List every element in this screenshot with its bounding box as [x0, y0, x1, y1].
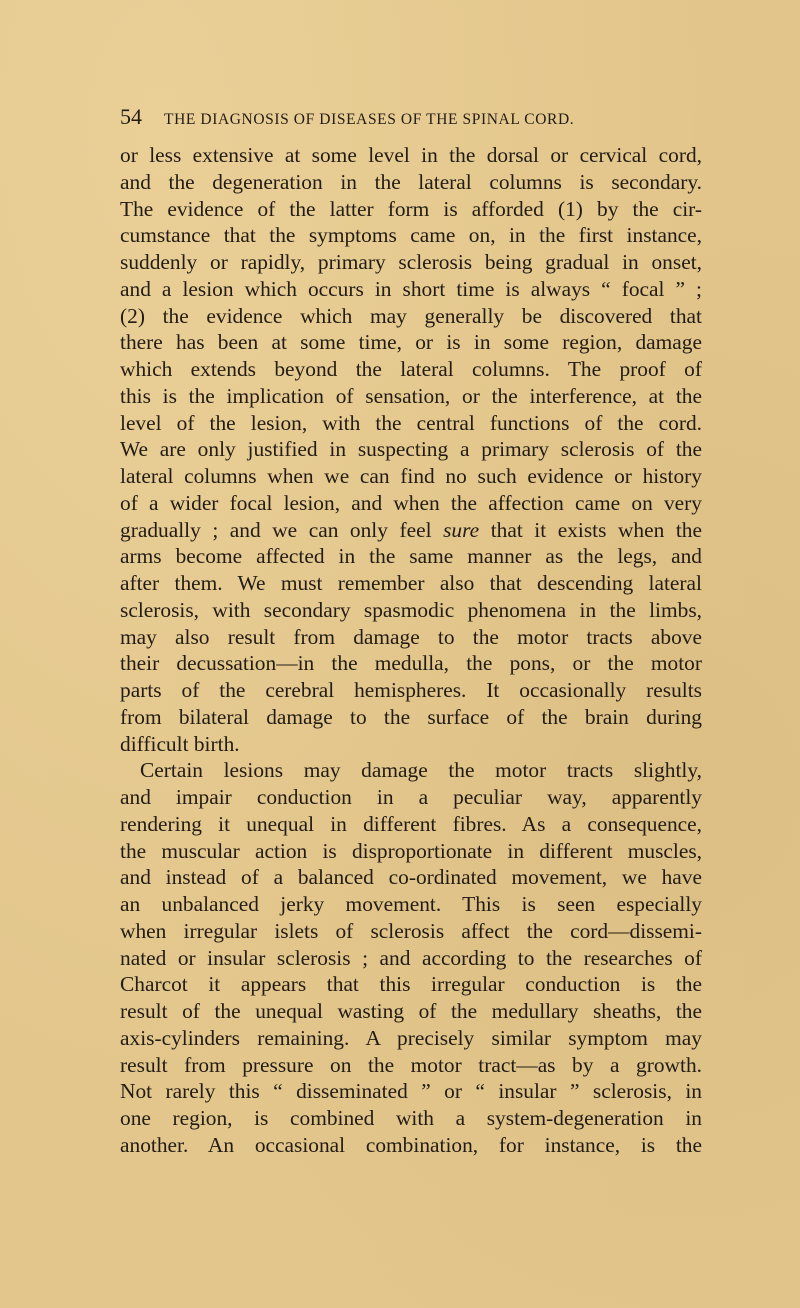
- text-line: when irregular islets of sclerosis affect the cord—dissemi-: [120, 918, 702, 943]
- text-line: Not rarely this “ disseminated ” or “ insular ” sclerosis, in: [120, 1079, 702, 1104]
- text-line: We are only justified in suspecting a primary sclerosis of the: [120, 437, 702, 462]
- emphasized-word: sure: [443, 517, 480, 542]
- text-line-with-emphasis: [120, 517, 702, 544]
- text-line: difficult birth.: [120, 731, 240, 756]
- text-line: axis-cylinders remaining. A precisely similar symptom may: [120, 1025, 702, 1050]
- text-line: after them. We must remember also that descending lateral: [120, 571, 702, 595]
- running-head: [120, 104, 702, 128]
- text-line: result from pressure on the motor tract—as by a growth.: [120, 1052, 702, 1077]
- text-line: this is the implication of sensation, or the interference, at the: [120, 383, 702, 408]
- text-line: suddenly or rapidly, primary sclerosis being gradual in onset,: [120, 250, 702, 274]
- text-line: (2) the evidence which may generally be discovered that: [120, 303, 702, 328]
- text-line: another. An occasional combination, for instance, is the: [120, 1132, 702, 1157]
- text-line: one region, is combined with a system-degeneration in: [120, 1106, 702, 1130]
- text-segment: gradually ; and we can only feel: [120, 517, 432, 542]
- text-line: result of the unequal wasting of the medullary sheaths, the: [120, 999, 702, 1023]
- text-line: nated or insular sclerosis ; and according to the researches of: [120, 945, 702, 970]
- text-line: may also result from damage to the motor tracts above: [120, 624, 702, 649]
- body-text: [120, 142, 702, 1159]
- text-line: and instead of a balanced co-ordinated movement, we have: [120, 865, 702, 890]
- text-line: and a lesion which occurs in short time is always “ focal ” ;: [120, 276, 702, 301]
- text-line: parts of the cerebral hemispheres. It occasionally results: [120, 678, 702, 702]
- text-line: and impair conduction in a peculiar way, apparently: [120, 785, 702, 809]
- text-line: an unbalanced jerky movement. This is seen especially: [120, 892, 702, 916]
- text-line: Charcot it appears that this irregular conduction is the: [120, 972, 702, 997]
- text-line: of a wider focal lesion, and when the affection came on very: [120, 490, 702, 515]
- text-line: there has been at some time, or is in some region, damage: [120, 330, 702, 355]
- text-line: The evidence of the latter form is afforded (1) by the cir-: [120, 196, 702, 221]
- text-line: lateral columns when we can find no such evidence or history: [120, 464, 702, 488]
- page-number: 54: [120, 104, 142, 129]
- text-line: the muscular action is disproportionate in different muscles,: [120, 838, 702, 863]
- text-line: cumstance that the symptoms came on, in the first instance,: [120, 223, 702, 248]
- text-line: which extends beyond the lateral columns. The proof of: [120, 357, 702, 381]
- text-line: sclerosis, with secondary spasmodic phenomena in the limbs,: [120, 597, 702, 622]
- text-line: rendering it unequal in different fibres. As a consequence,: [120, 811, 702, 836]
- text-segment: that it exists when the: [490, 517, 702, 542]
- paragraph-start-line: Certain lesions may damage the motor tracts slightly,: [140, 758, 702, 783]
- book-page: [120, 104, 702, 1159]
- text-line: and the degeneration in the lateral columns is secondary.: [120, 169, 702, 194]
- text-line: level of the lesion, with the central functions of the cord.: [120, 410, 702, 435]
- running-head-title: THE DIAGNOSIS OF DISEASES OF THE SPINAL CORD.: [164, 111, 575, 128]
- text-line: or less extensive at some level in the dorsal or cervical cord,: [120, 143, 702, 167]
- text-line: arms become affected in the same manner as the legs, and: [120, 544, 702, 569]
- text-line: from bilateral damage to the surface of the brain during: [120, 704, 702, 729]
- text-line: their decussation—in the medulla, the pons, or the motor: [120, 651, 702, 676]
